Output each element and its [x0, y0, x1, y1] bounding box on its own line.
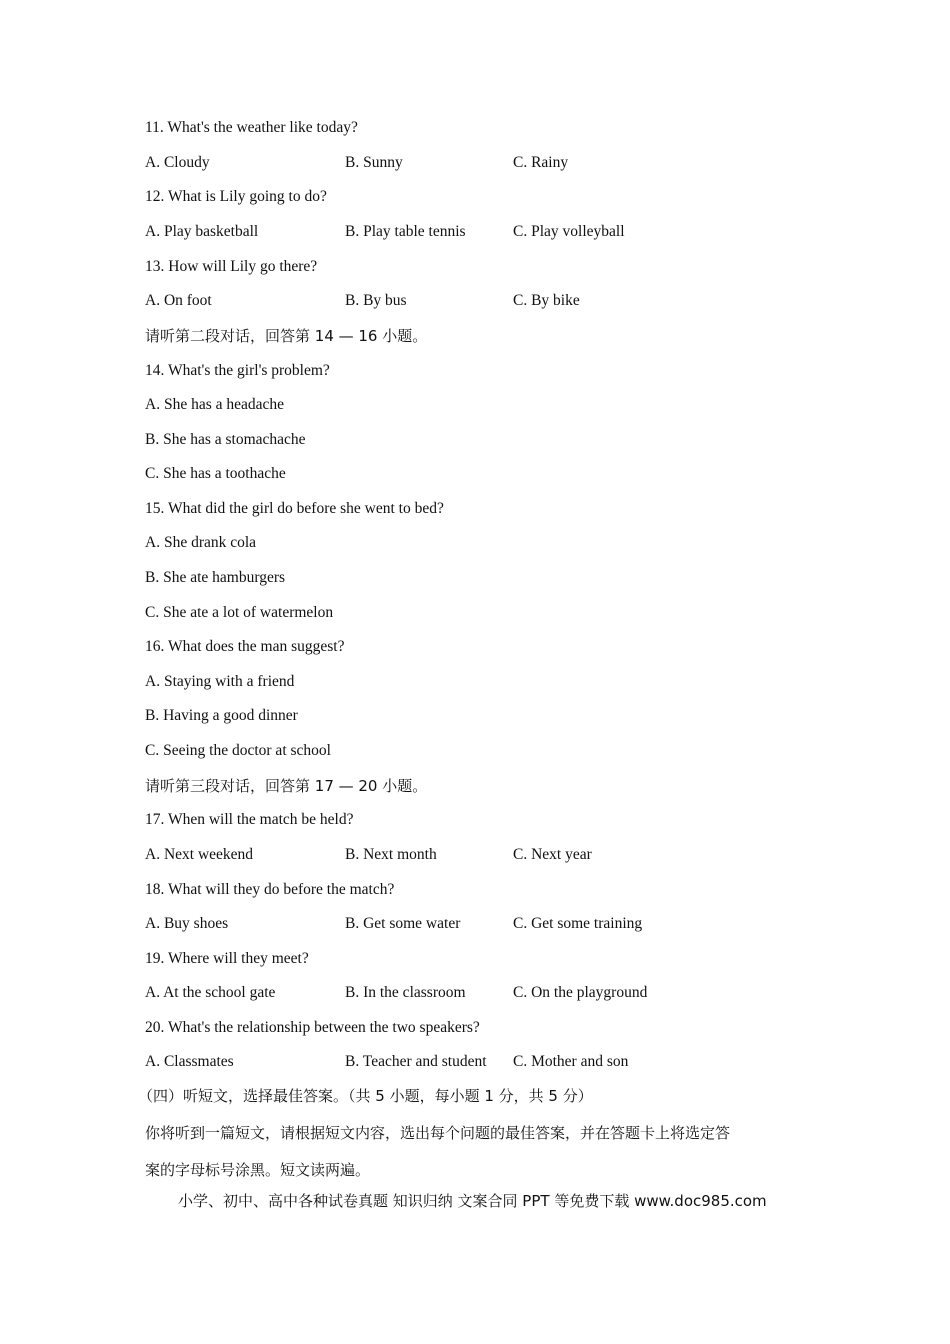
option-a: A. Next weekend — [145, 846, 254, 863]
option-c: C. Next year — [513, 846, 592, 863]
option-a: A. Play basketball — [145, 223, 259, 240]
option-c: C. Rainy — [513, 154, 569, 171]
section-2-intro: 请听第二段对话，回答第 14 — 16 小题。 — [145, 327, 428, 345]
question-19: 19. Where will they meet? — [145, 950, 309, 967]
question-14-option-c: C. She has a toothache — [145, 465, 286, 482]
section-3-intro: 请听第三段对话，回答第 17 — 20 小题。 — [145, 777, 428, 795]
option-c: C. Mother and son — [513, 1053, 629, 1070]
part-4-heading: （四）听短文，选择最佳答案。（共 5 小题，每小题 1 分，共 5 分） — [138, 1087, 593, 1105]
option-a: A. On foot — [145, 292, 212, 309]
question-13: 13. How will Lily go there? — [145, 258, 318, 275]
option-a: A. At the school gate — [145, 984, 276, 1001]
question-15-option-a: A. She drank cola — [145, 534, 257, 551]
question-16-option-b: B. Having a good dinner — [145, 707, 298, 724]
question-16-option-c: C. Seeing the doctor at school — [145, 742, 331, 759]
option-b: B. By bus — [345, 292, 407, 309]
page-footer: 小学、初中、高中各种试卷真题 知识归纳 文案合同 PPT 等免费下载 www.doc985.com — [178, 1192, 767, 1210]
question-20: 20. What's the relationship between the two speakers? — [145, 1019, 480, 1036]
question-16: 16. What does the man suggest? — [145, 638, 345, 655]
option-b: B. Teacher and student — [345, 1053, 487, 1070]
option-a: A. Classmates — [145, 1053, 234, 1070]
part-4-instruction-line-1: 你将听到一篇短文，请根据短文内容，选出每个问题的最佳答案，并在答题卡上将选定答 — [145, 1124, 731, 1142]
question-16-option-a: A. Staying with a friend — [145, 673, 295, 690]
option-a: A. Cloudy — [145, 154, 210, 171]
question-17: 17. When will the match be held? — [145, 811, 354, 828]
option-c: C. Get some training — [513, 915, 643, 932]
question-15: 15. What did the girl do before she went to bed? — [145, 500, 444, 517]
question-15-option-c: C. She ate a lot of watermelon — [145, 604, 334, 621]
part-4-instruction-line-2: 案的字母标号涂黑。短文读两遍。 — [145, 1161, 371, 1179]
option-c: C. By bike — [513, 292, 580, 309]
option-c: C. Play volleyball — [513, 223, 625, 240]
option-b: B. Next month — [345, 846, 437, 863]
question-14-option-b: B. She has a stomachache — [145, 431, 306, 448]
option-c: C. On the playground — [513, 984, 648, 1001]
option-a: A. Buy shoes — [145, 915, 229, 932]
question-14: 14. What's the girl's problem? — [145, 362, 330, 379]
question-18: 18. What will they do before the match? — [145, 881, 395, 898]
option-b: B. Get some water — [345, 915, 461, 932]
question-12: 12. What is Lily going to do? — [145, 188, 327, 205]
question-14-option-a: A. She has a headache — [145, 396, 285, 413]
question-15-option-b: B. She ate hamburgers — [145, 569, 286, 586]
option-b: B. Sunny — [345, 154, 403, 171]
option-b: B. Play table tennis — [345, 223, 466, 240]
option-b: B. In the classroom — [345, 984, 466, 1001]
question-11: 11. What's the weather like today? — [145, 119, 358, 136]
